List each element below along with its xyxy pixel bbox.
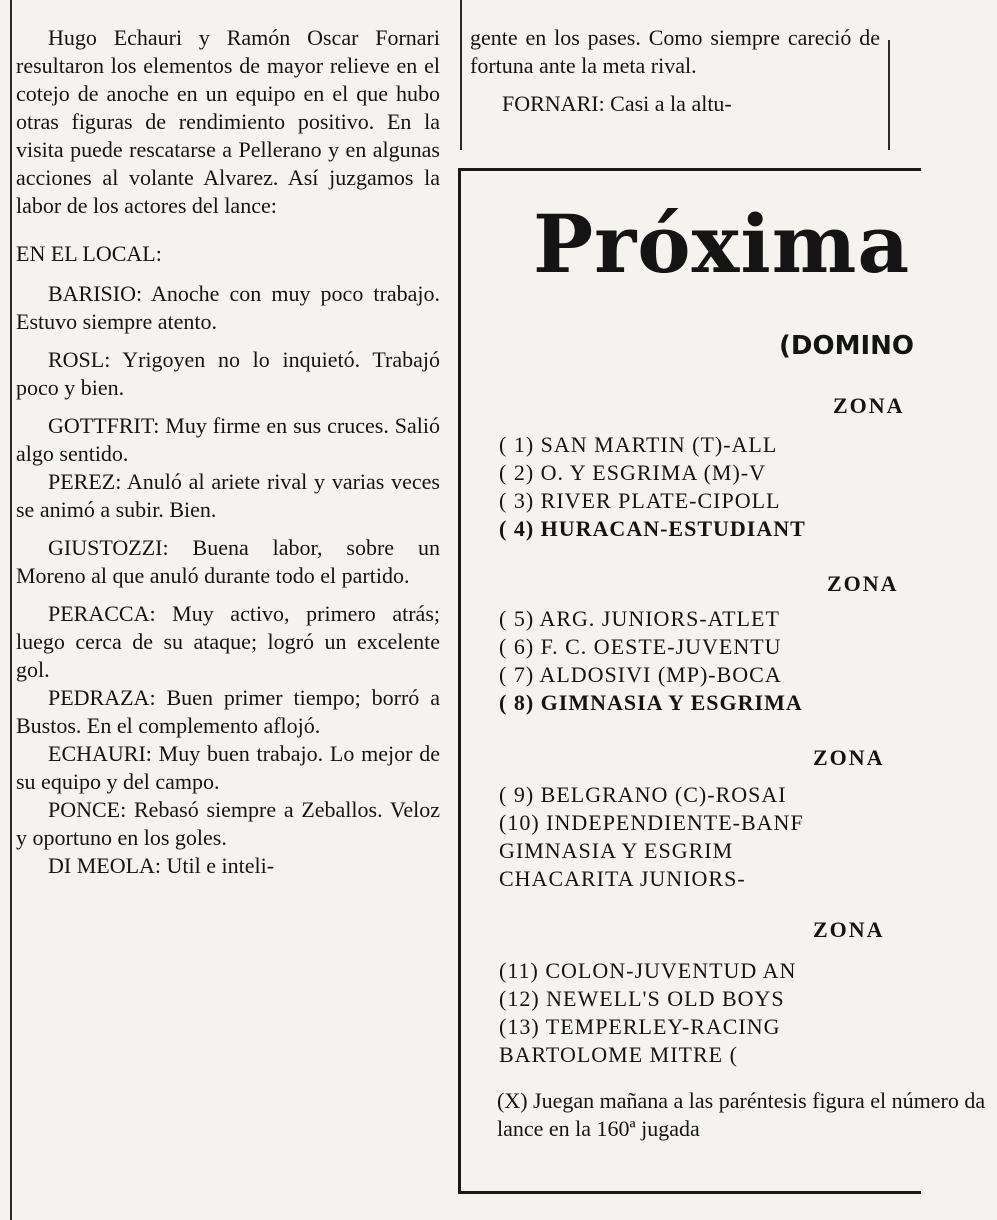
- zone-heading: ZONA: [813, 917, 885, 942]
- footnote: (X) Juegan mañana a las paréntesis figura el número da lance en la 160ª jugada: [497, 1088, 986, 1141]
- player-paragraph: GOTTFRIT: Muy firme en sus cruces. Salió algo sentido.: [16, 413, 440, 466]
- fixture-line: BARTOLOME MITRE (: [499, 1042, 738, 1067]
- box-title: Próxima: [533, 197, 911, 291]
- player-paragraph: ECHAURI: Muy buen trabajo. Lo mejor de su equipo y del campo.: [16, 741, 440, 794]
- fixture-line: ( 5) ARG. JUNIORS-ATLET: [499, 606, 780, 631]
- fixture-line: (10) INDEPENDIENTE-BANF: [499, 810, 804, 835]
- player-paragraph: DI MEOLA: Util e inteli-: [48, 853, 275, 878]
- section-heading: EN EL LOCAL:: [16, 241, 162, 266]
- player-paragraph: PEREZ: Anuló al ariete rival y varias veces se animó a subir. Bien.: [16, 469, 440, 522]
- fixture-line: (11) COLON-JUVENTUD AN: [499, 958, 797, 983]
- fixture-line: ( 6) F. C. OESTE-JUVENTU: [499, 634, 782, 659]
- intro-paragraph: Hugo Echauri y Ramón Oscar Fornari resultaron los elementos de mayor relieve en el cotejo de anoche en un equipo en el que hubo otras figuras de rendimiento positivo. En la visita puede rescatarse a Pellerano y en algunas acciones al volante Alvarez. Así juzgamos la labor de los actores del lance:: [16, 25, 440, 218]
- player-paragraph: BARISIO: Anoche con muy poco trabajo. Estuvo siempre atento.: [16, 281, 440, 334]
- column-rule-left: [10, 0, 12, 1220]
- player-paragraph: FORNARI: Casi a la altu-: [502, 91, 732, 116]
- fixtures-box: [458, 168, 986, 1194]
- fixture-line: CHACARITA JUNIORS-: [499, 866, 746, 891]
- player-paragraph: PEDRAZA: Buen primer tiempo; borró a Bustos. En el complemento aflojó.: [16, 685, 440, 738]
- player-paragraph: GIUSTOZZI: Buena labor, sobre un Moreno al que anuló durante todo el partido.: [16, 535, 440, 588]
- fixture-line: ( 4) HURACAN-ESTUDIANT: [499, 516, 806, 541]
- fixture-line: ( 9) BELGRANO (C)-ROSAI: [499, 782, 787, 807]
- column-rule-middle: [460, 0, 462, 150]
- zone-heading: ZONA: [827, 571, 899, 596]
- left-article-column: [16, 24, 440, 880]
- player-paragraph: ROSL: Yrigoyen no lo inquietó. Trabajó poco y bien.: [16, 347, 440, 400]
- box-subtitle: (DOMINO: [779, 331, 914, 361]
- continued-text: gente en los pases. Como siempre careció de fortuna ante la meta rival.: [470, 25, 880, 78]
- player-paragraph: PONCE: Rebasó siempre a Zeballos. Veloz y oportuno en los goles.: [16, 797, 440, 850]
- right-article-column: [470, 24, 880, 118]
- fixture-line: GIMNASIA Y ESGRIM: [499, 838, 734, 863]
- fixture-line: (13) TEMPERLEY-RACING: [499, 1014, 781, 1039]
- fixture-line: ( 1) SAN MARTIN (T)-ALL: [499, 432, 778, 457]
- fixture-line: ( 3) RIVER PLATE-CIPOLL: [499, 488, 781, 513]
- zone-heading: ZONA: [833, 393, 905, 418]
- fixture-line: (12) NEWELL'S OLD BOYS: [499, 986, 785, 1011]
- fixture-line: ( 7) ALDOSIVI (MP)-BOCA: [499, 662, 782, 687]
- column-rule-right: [888, 40, 890, 150]
- zone-heading: ZONA: [813, 745, 885, 770]
- player-paragraph: PERACCA: Muy activo, primero atrás; luego cerca de su ataque; logró un excelente gol.: [16, 601, 440, 682]
- fixture-line: ( 8) GIMNASIA Y ESGRIMA: [499, 690, 803, 715]
- fixture-line: ( 2) O. Y ESGRIMA (M)-V: [499, 460, 767, 485]
